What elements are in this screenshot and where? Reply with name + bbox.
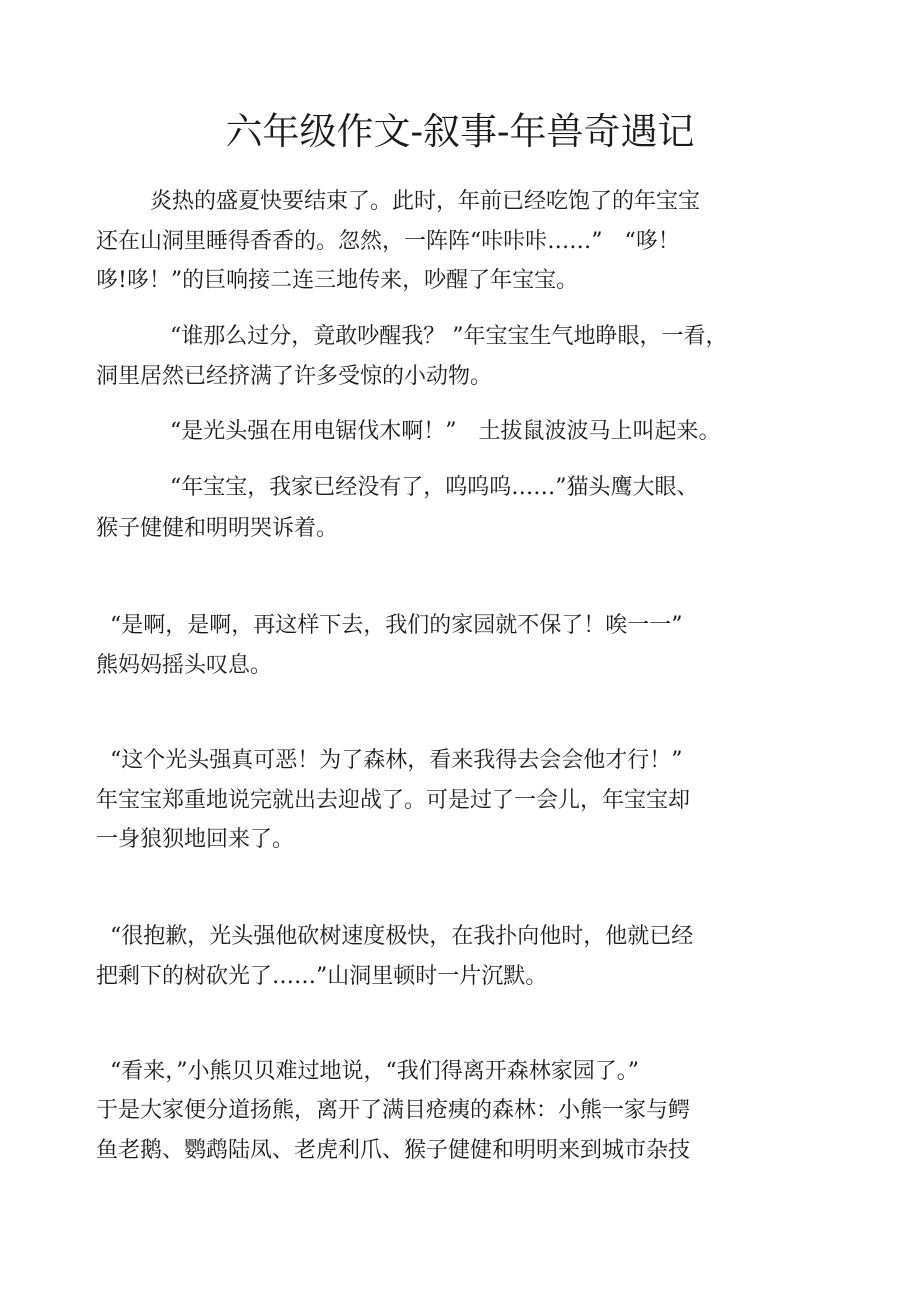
paragraph-line: 哆!哆！”的巨响接二连三地传来，吵醒了年宝宝。: [96, 268, 579, 293]
paragraph-line: “很抱歉，光头强他砍树速度极快，在我扑向他时，他就已经: [110, 924, 694, 949]
paragraph-line: “看来，”小熊贝贝难过地说，“我们得离开森林家园了。”: [110, 1059, 639, 1084]
paragraph-line: “是啊，是啊，再这样下去，我们的家园就不保了！唉一一”: [110, 613, 683, 638]
paragraph-line: 洞里居然已经挤满了许多受惊的小动物。: [96, 364, 493, 389]
paragraph-line: 于是大家便分道扬熊，离开了满目疮痍的森林：小熊一家与鳄: [96, 1098, 691, 1123]
paragraph-line: “年宝宝，我家已经没有了，呜呜呜……”猫头鹰大眼、: [170, 475, 699, 500]
paragraph-line: 鱼老鹅、鹦鹉陆凤、老虎利爪、猴子健健和明明来到城市杂技: [96, 1138, 691, 1163]
paragraph-line: 还在山洞里睡得香香的。忽然，一阵阵“咔咔咔……” “哆！: [96, 229, 680, 254]
paragraph-line: “这个光头强真可恶！为了森林，看来我得去会会他才行！”: [110, 748, 683, 773]
paragraph-line: 炎热的盛夏快要结束了。此时，年前已经吃饱了的年宝宝: [150, 189, 701, 214]
paragraph-line: “谁那么过分，竟敢吵醒我？ ”年宝宝生气地睁眼，一看，: [170, 324, 728, 349]
paragraph-line: 年宝宝郑重地说完就出去迎战了。可是过了一会儿，年宝宝却: [96, 788, 691, 813]
paragraph-line: 猴子健健和明明哭诉着。: [96, 516, 339, 541]
paragraph-line: “是光头强在用电锯伐木啊！” 土拔鼠波波马上叫起来。: [170, 419, 721, 444]
paragraph-line: 把剩下的树砍光了……”山洞里顿时一片沉默。: [96, 964, 548, 989]
page-title: 六年级作文-叙事-年兽奇遇记: [225, 110, 695, 153]
paragraph-line: 一身狼狈地回来了。: [96, 827, 295, 852]
paragraph-line: 熊妈妈摇头叹息。: [96, 653, 273, 678]
